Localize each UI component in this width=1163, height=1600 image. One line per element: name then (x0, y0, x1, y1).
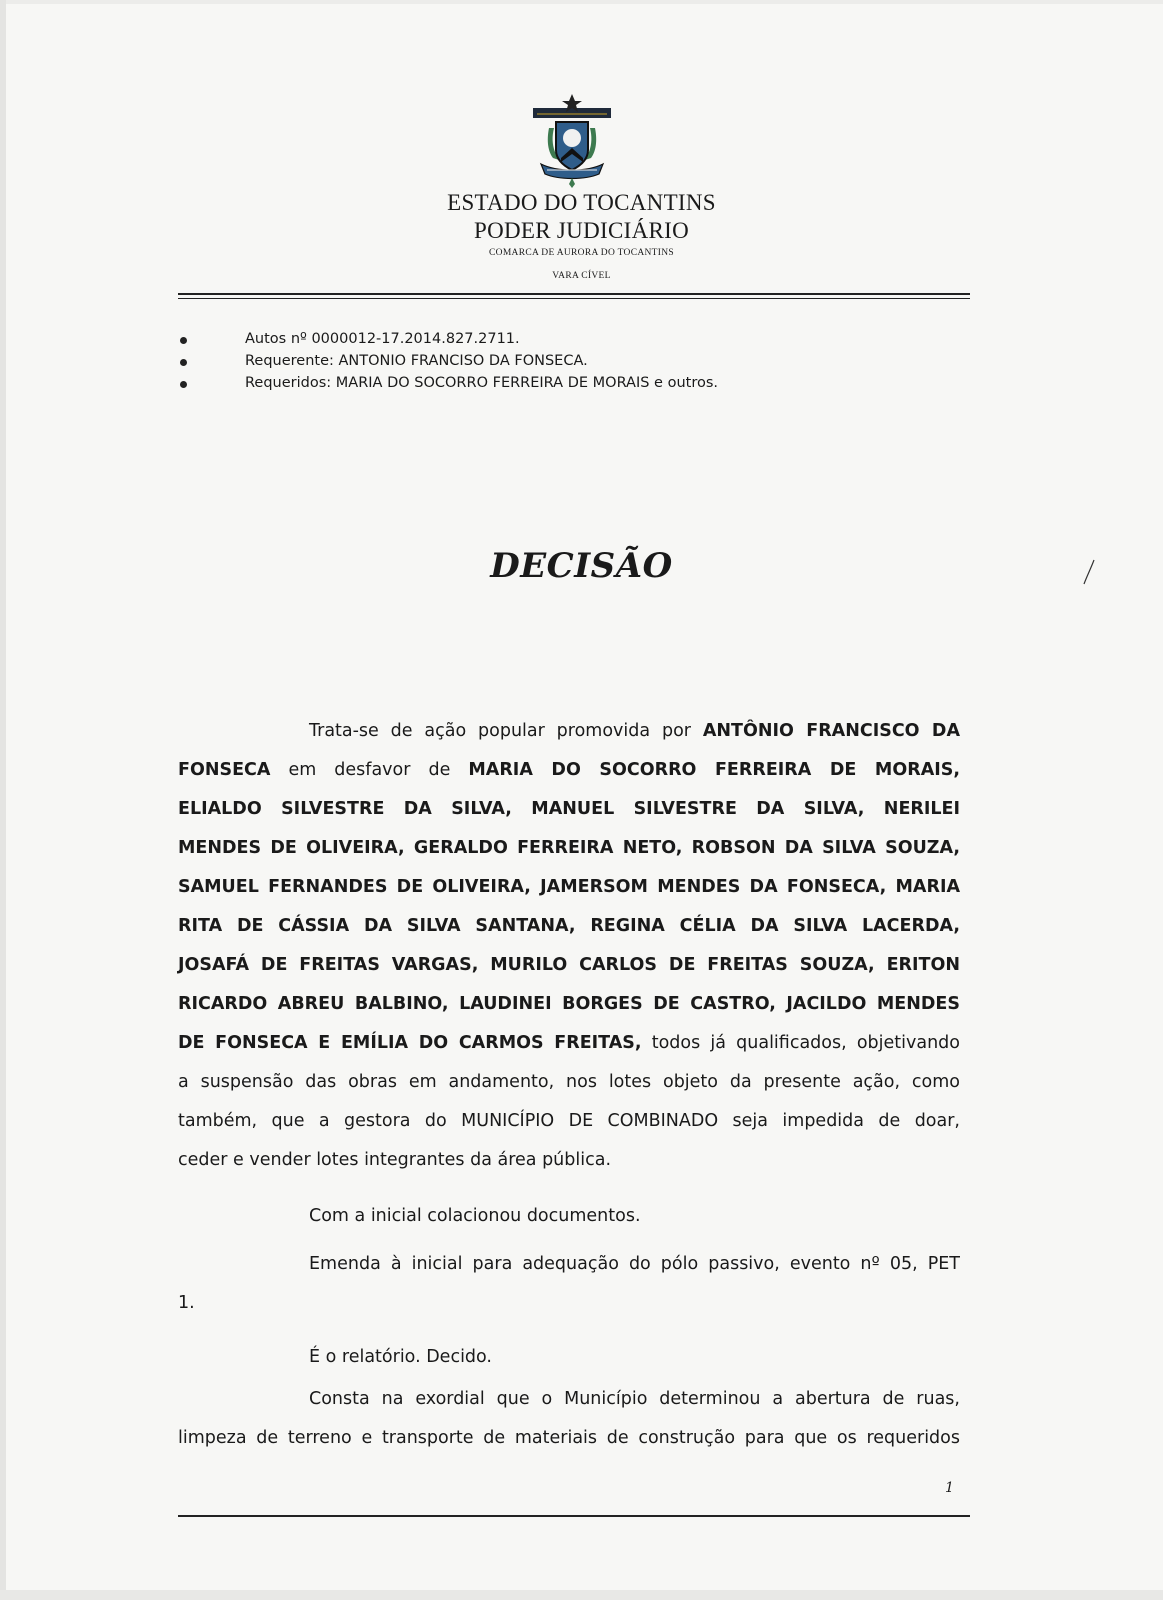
case-info-item (178, 372, 978, 394)
comarca-heading: COMARCA DE AURORA DO TOCANTINS (489, 248, 674, 258)
paragraph-line: RICARDO ABREU BALBINO, LAUDINEI BORGES DE CASTRO, JACILDO MENDES (178, 994, 960, 1014)
paragraph-line: ceder e vender lotes integrantes da área pública. (178, 1150, 612, 1170)
paragraph-line: limpeza de terreno e transporte de materiais de construção para que os requeridos (178, 1428, 960, 1448)
paragraph-line: Trata-se de ação popular promovida por ANTÔNIO FRANCISCO DA (309, 721, 960, 741)
paragraph-line: ELIALDO SILVESTRE DA SILVA, MANUEL SILVESTRE DA SILVA, NERILEI (178, 799, 960, 819)
paragraph-5 (178, 1380, 960, 1458)
case-info-list (178, 328, 978, 394)
paragraph-line: Emenda à inicial para adequação do pólo passivo, evento nº 05, PET (309, 1254, 960, 1274)
paragraph-line: 1. (178, 1293, 195, 1313)
plaintiff: Requerente: ANTONIO FRANCISO DA FONSECA. (245, 353, 588, 369)
bullet-icon (180, 359, 187, 366)
paragraph-line: a suspensão das obras em andamento, nos lotes objeto da presente ação, como (178, 1072, 960, 1092)
paragraph-line: É o relatório. Decido. (309, 1347, 492, 1367)
document-title: DECISÃO (490, 546, 673, 586)
paragraph-line: MENDES DE OLIVEIRA, GERALDO FERREIRA NETO, ROBSON DA SILVA SOUZA, (178, 838, 960, 858)
page-number: 1 (945, 1480, 954, 1496)
paragraph-line: DE FONSECA E EMÍLIA DO CARMOS FREITAS, todos já qualificados, objetivando (178, 1033, 960, 1053)
vara-heading: VARA CÍVEL (552, 271, 611, 281)
paragraph-line: também, que a gestora do MUNICÍPIO DE COMBINADO seja impedida de doar, (178, 1111, 960, 1131)
paragraph-line: JOSAFÁ DE FREITAS VARGAS, MURILO CARLOS DE FREITAS SOUZA, ERITON (178, 955, 960, 975)
bullet-icon (180, 381, 187, 388)
paragraph-line: SAMUEL FERNANDES DE OLIVEIRA, JAMERSOM MENDES DA FONSECA, MARIA (178, 877, 960, 897)
coat-of-arms-icon (527, 88, 617, 194)
paragraph-line: Consta na exordial que o Município determinou a abertura de ruas, (309, 1389, 960, 1409)
pen-stroke-mark-icon (1082, 558, 1096, 586)
judiciary-heading: PODER JUDICIÁRIO (473, 218, 689, 243)
state-heading: ESTADO DO TOCANTINS (447, 190, 716, 215)
paragraph-3 (178, 1245, 960, 1323)
defendants: Requeridos: MARIA DO SOCORRO FERREIRA DE MORAIS e outros. (245, 375, 719, 391)
paragraph-1 (178, 712, 960, 1180)
bullet-icon (180, 337, 187, 344)
paragraph-line: RITA DE CÁSSIA DA SILVA SANTANA, REGINA CÉLIA DA SILVA LACERDA, (178, 916, 960, 936)
case-info-item (178, 350, 978, 372)
header-rule-thick (178, 293, 970, 295)
scan-edge-top (0, 0, 1163, 4)
scan-edge-bottom (0, 1590, 1163, 1600)
header-rule-thin (178, 298, 970, 299)
paragraph-4 (178, 1338, 960, 1377)
footer-rule (178, 1515, 970, 1517)
case-info-item (178, 328, 978, 350)
paragraph-line: FONSECA em desfavor de MARIA DO SOCORRO FERREIRA DE MORAIS, (178, 760, 960, 780)
case-number: Autos nº 0000012-17.2014.827.2711. (245, 331, 520, 347)
paragraph-2 (178, 1197, 960, 1236)
paragraph-line: Com a inicial colacionou documentos. (309, 1206, 641, 1226)
